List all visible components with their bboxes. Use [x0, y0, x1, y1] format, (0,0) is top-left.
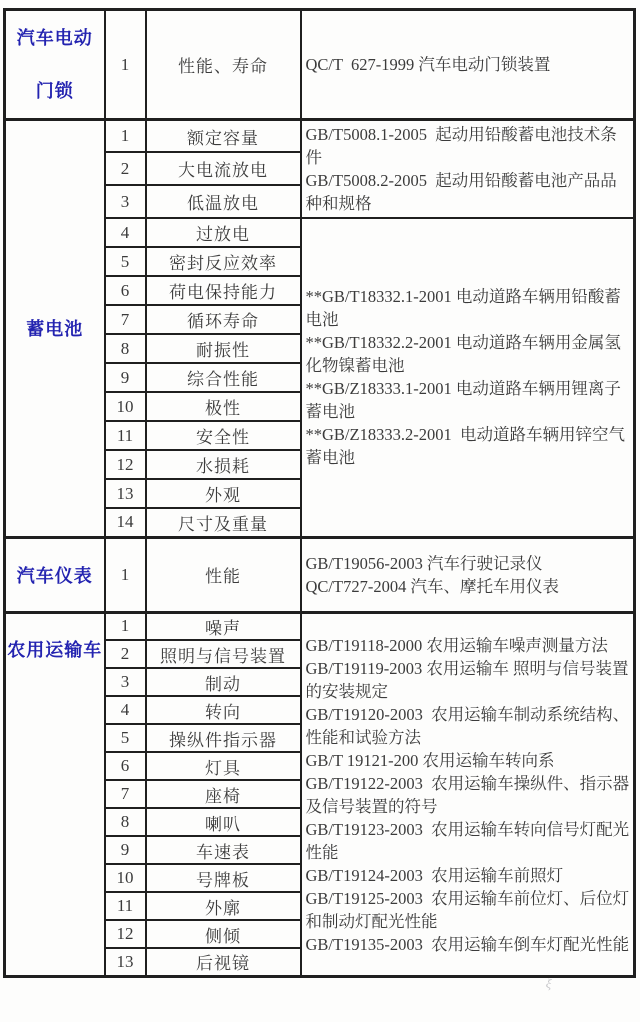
standard-entry: GB/T19135-2003 农用运输车倒车灯配光性能 — [305, 934, 630, 954]
standard-entry: GB/T5008.2-2005 起动用铅酸蓄电池产品品种和规格 — [305, 171, 617, 213]
standard-cell — [301, 612, 635, 976]
test-item-cell: 噪声 — [146, 612, 301, 640]
row-number-cell: 9 — [105, 836, 146, 864]
row-number-cell: 3 — [105, 185, 146, 218]
test-item-cell: 过放电 — [146, 218, 301, 247]
scan-artifact: ξ — [544, 975, 554, 992]
standard-entry: GB/T19124-2003 农用运输车前照灯 — [305, 865, 564, 885]
row-number-cell: 10 — [105, 392, 146, 421]
row-number-cell: 2 — [105, 640, 146, 668]
standard-entry: GB/T19118-2000 农用运输车噪声测量方法 — [305, 635, 608, 655]
standard-entry: GB/T19056-2003 汽车行驶记录仪 — [305, 553, 543, 573]
test-item-cell: 操纵件指示器 — [146, 724, 301, 752]
standard-entry: GB/T 19121-200 农用运输车转向系 — [305, 750, 555, 770]
test-item-cell: 耐振性 — [146, 334, 301, 363]
row-number-cell: 6 — [105, 276, 146, 305]
row-number-cell: 8 — [105, 808, 146, 836]
standard-entry: GB/T19125-2003 农用运输车前位灯、后位灯和制动灯配光性能 — [305, 888, 630, 931]
row-number-cell: 1 — [105, 120, 146, 153]
test-item-cell: 低温放电 — [146, 185, 301, 218]
test-item-cell: 侧倾 — [146, 920, 301, 948]
row-number-cell: 7 — [105, 305, 146, 334]
test-item-cell: 极性 — [146, 392, 301, 421]
test-item-cell: 照明与信号装置 — [146, 640, 301, 668]
test-item-cell: 号牌板 — [146, 864, 301, 892]
row-number-cell: 3 — [105, 668, 146, 696]
table-row — [5, 537, 635, 612]
standard-entry: GB/T19123-2003 农用运输车转向信号灯配光性能 — [305, 819, 630, 862]
row-number-cell: 12 — [105, 920, 146, 948]
test-item-cell: 后视镜 — [146, 948, 301, 976]
standard-entry: QC/T727-2004 汽车、摩托车用仪表 — [305, 576, 559, 596]
standard-cell — [301, 537, 635, 612]
row-number-cell: 9 — [105, 363, 146, 392]
test-item-cell: 水损耗 — [146, 450, 301, 479]
test-item-cell: 制动 — [146, 668, 301, 696]
row-number-cell: 2 — [105, 152, 146, 185]
row-number-cell: 10 — [105, 864, 146, 892]
row-number-cell: 4 — [105, 218, 146, 247]
test-item-cell: 灯具 — [146, 752, 301, 780]
standard-entry: **GB/Z18333.2-2001 电动道路车辆用锌空气蓄电池 — [305, 425, 625, 468]
row-number-cell: 11 — [105, 892, 146, 920]
standard-entry: **GB/Z18333.1-2001 电动道路车辆用锂离子蓄电池 — [305, 379, 621, 422]
test-item-cell: 座椅 — [146, 780, 301, 808]
test-item-cell: 喇叭 — [146, 808, 301, 836]
row-number-cell: 1 — [105, 10, 146, 120]
test-item-cell: 车速表 — [146, 836, 301, 864]
test-item-cell: 额定容量 — [146, 120, 301, 153]
row-number-cell: 6 — [105, 752, 146, 780]
category-cell: 蓄电池 — [5, 120, 105, 538]
row-number-cell: 13 — [105, 479, 146, 508]
standard-cell — [301, 120, 635, 219]
row-number-cell: 5 — [105, 724, 146, 752]
standard-cell — [301, 218, 635, 537]
standard-entry: QC/T 627-1999 汽车电动门锁装置 — [305, 55, 551, 74]
row-number-cell: 7 — [105, 780, 146, 808]
standards-table — [3, 8, 636, 978]
row-number-cell: 14 — [105, 508, 146, 537]
test-item-cell: 性能、寿命 — [146, 10, 301, 120]
standard-entry: **GB/T18332.1-2001 电动道路车辆用铅酸蓄电池 — [305, 287, 621, 330]
test-item-cell: 循环寿命 — [146, 305, 301, 334]
standard-entry: GB/T19120-2003 农用运输车制动系统结构、性能和试验方法 — [305, 704, 630, 747]
row-number-cell: 8 — [105, 334, 146, 363]
row-number-cell: 12 — [105, 450, 146, 479]
row-number-cell: 4 — [105, 696, 146, 724]
test-item-cell: 综合性能 — [146, 363, 301, 392]
row-number-cell: 1 — [105, 612, 146, 640]
standard-entry: GB/T19122-2003 农用运输车操纵件、指示器及信号装置的符号 — [305, 773, 630, 816]
test-item-cell: 性能 — [146, 537, 301, 612]
row-number-cell: 11 — [105, 421, 146, 450]
test-item-cell: 大电流放电 — [146, 152, 301, 185]
table-row — [5, 10, 635, 120]
standard-cell — [301, 10, 635, 120]
standard-entry: GB/T19119-2003 农用运输车 照明与信号装置的安装规定 — [305, 658, 629, 701]
category-cell: 汽车电动门锁 — [5, 10, 105, 120]
standard-entry: GB/T5008.1-2005 起动用铅酸蓄电池技术条件 — [305, 125, 617, 167]
category-cell: 农用运输车 — [5, 612, 105, 976]
table-row — [5, 120, 635, 153]
test-item-cell: 尺寸及重量 — [146, 508, 301, 537]
test-item-cell: 荷电保持能力 — [146, 276, 301, 305]
test-item-cell: 密封反应效率 — [146, 247, 301, 276]
row-number-cell: 1 — [105, 537, 146, 612]
test-item-cell: 外观 — [146, 479, 301, 508]
category-cell: 汽车仪表 — [5, 537, 105, 612]
table-row — [5, 612, 635, 640]
test-item-cell: 转向 — [146, 696, 301, 724]
test-item-cell: 外廓 — [146, 892, 301, 920]
row-number-cell: 13 — [105, 948, 146, 976]
row-number-cell: 5 — [105, 247, 146, 276]
standard-entry: **GB/T18332.2-2001 电动道路车辆用金属氢化物镍蓄电池 — [305, 333, 621, 376]
test-item-cell: 安全性 — [146, 421, 301, 450]
